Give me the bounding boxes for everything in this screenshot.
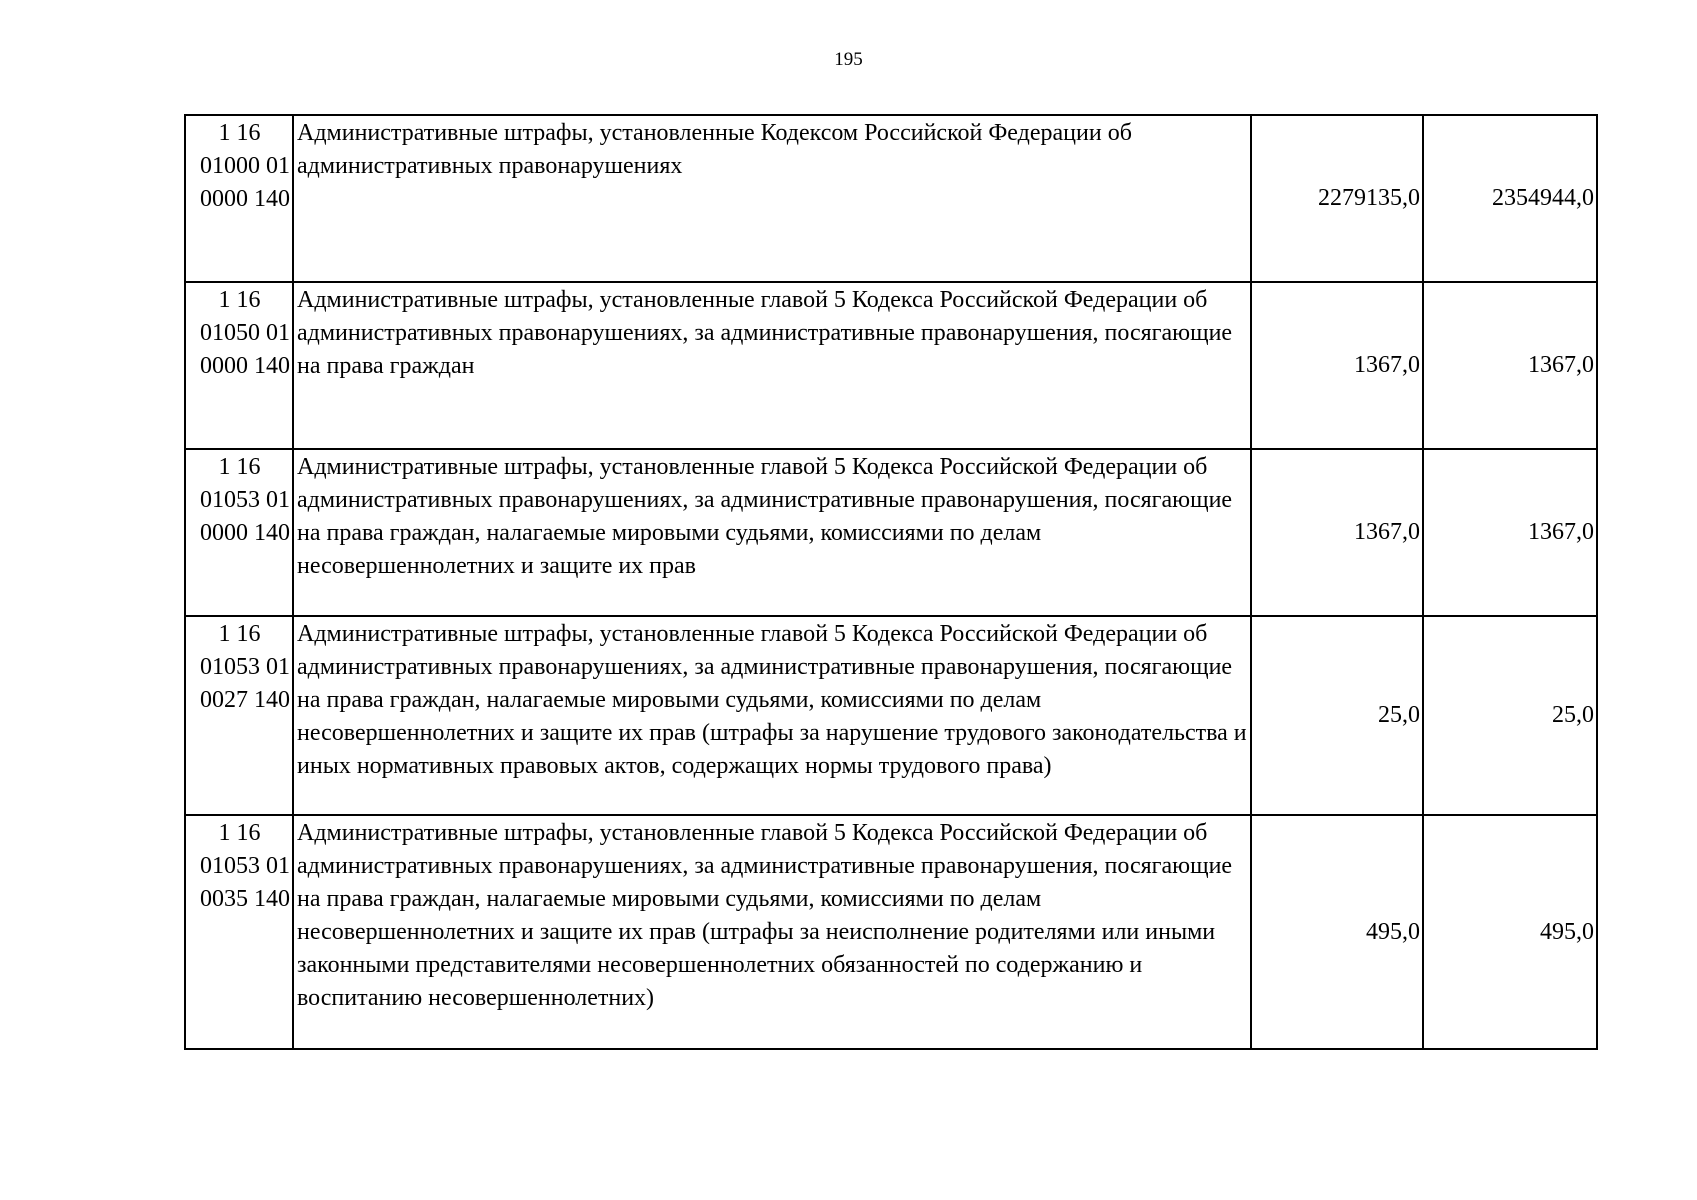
- budget-code-cell: [185, 115, 293, 282]
- code-line: 1 16: [218, 120, 261, 146]
- budget-code-cell: [185, 449, 293, 616]
- code-line: 1 16: [218, 454, 261, 480]
- table-row: [185, 815, 1597, 1049]
- table-row: [185, 115, 1597, 282]
- revenue-name-cell: Административные штрафы, установленные главой 5 Кодекса Российской Федерации об административных правонарушениях, за административные правонарушения, посягающие на права граждан, налагаемые мировыми судьями, комиссиями по делам несовершеннолетних и защите их прав: [293, 449, 1251, 616]
- revenue-name-cell: Административные штрафы, установленные Кодексом Российской Федерации об административных правонарушениях: [293, 115, 1251, 282]
- value-cell-second-year: 1367,0: [1423, 449, 1597, 616]
- table-row: [185, 282, 1597, 449]
- value-cell-first-year: 1367,0: [1251, 282, 1423, 449]
- code-line: 1 16: [218, 621, 261, 647]
- code-line: 01050 01 0000 140: [200, 320, 290, 379]
- table-row: [185, 616, 1597, 815]
- code-line: 01053 01 0000 140: [200, 487, 290, 546]
- revenue-name-cell: Административные штрафы, установленные главой 5 Кодекса Российской Федерации об административных правонарушениях, за административные правонарушения, посягающие на права граждан: [293, 282, 1251, 449]
- code-line: 01053 01 0035 140: [200, 853, 290, 912]
- value-cell-second-year: 495,0: [1423, 815, 1597, 1049]
- budget-code-cell: [185, 815, 293, 1049]
- value-cell-second-year: 25,0: [1423, 616, 1597, 815]
- code-line: 01053 01 0027 140: [200, 654, 290, 713]
- value-cell-second-year: 1367,0: [1423, 282, 1597, 449]
- code-line: 01000 01 0000 140: [200, 153, 290, 212]
- code-line: 1 16: [218, 287, 261, 313]
- value-cell-first-year: 25,0: [1251, 616, 1423, 815]
- value-cell-second-year: 2354944,0: [1423, 115, 1597, 282]
- budget-code-cell: [185, 282, 293, 449]
- page-number: 195: [834, 49, 863, 70]
- revenue-name-cell: Административные штрафы, установленные главой 5 Кодекса Российской Федерации об административных правонарушениях, за административные правонарушения, посягающие на права граждан, налагаемые мировыми судьями, комиссиями по делам несовершеннолетних и защите их прав (штрафы за нарушение трудового законодательства и иных нормативных правовых актов, содержащих нормы трудового права): [293, 616, 1251, 815]
- code-line: 1 16: [218, 820, 261, 846]
- revenue-name-cell: Административные штрафы, установленные главой 5 Кодекса Российской Федерации об административных правонарушениях, за административные правонарушения, посягающие на права граждан, налагаемые мировыми судьями, комиссиями по делам несовершеннолетних и защите их прав (штрафы за неисполнение родителями или иными законными представителями несовершеннолетних обязанностей по содержанию и воспитанию несовершеннолетних): [293, 815, 1251, 1049]
- value-cell-first-year: 495,0: [1251, 815, 1423, 1049]
- value-cell-first-year: 1367,0: [1251, 449, 1423, 616]
- budget-revenue-table: [184, 114, 1598, 1050]
- budget-code-cell: [185, 616, 293, 815]
- value-cell-first-year: 2279135,0: [1251, 115, 1423, 282]
- table-row: [185, 449, 1597, 616]
